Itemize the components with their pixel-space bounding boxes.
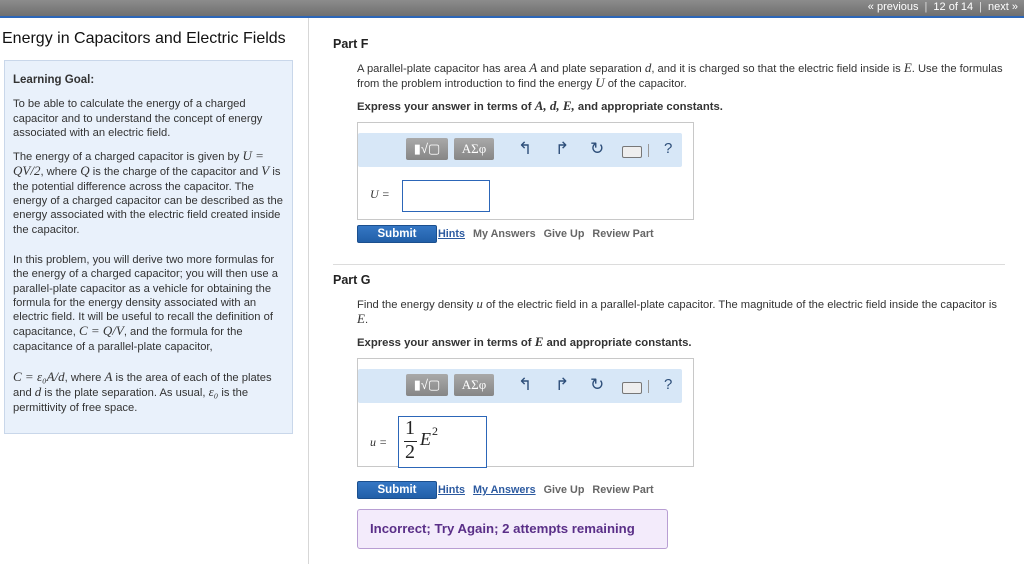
part-g-links: [438, 484, 662, 496]
part-g-answer-label: u =: [370, 435, 388, 449]
part-g-answer-area: [357, 358, 694, 467]
part-f-answer-label: U =: [370, 187, 390, 201]
symbols-button[interactable]: ΑΣφ: [454, 374, 494, 396]
parallel-plate-formula: C = ε₀A/d: [13, 369, 65, 385]
part-f-title: Part F: [333, 37, 369, 51]
learning-goal-box: [4, 60, 293, 434]
part-f-my-answers-link[interactable]: My Answers: [473, 228, 536, 240]
redo-icon[interactable]: ↱: [555, 375, 570, 394]
feedback-message: Incorrect; Try Again; 2 attempts remaining: [357, 509, 668, 549]
part-g-instruction: Express your answer in terms of E and appropriate constants.: [357, 334, 692, 349]
part-f-instruction: Express your answer in terms of A, d, E, and appropriate constants.: [357, 98, 723, 113]
part-g-hints-link[interactable]: Hints: [438, 484, 465, 496]
fraction-denominator: 2: [405, 441, 415, 463]
answer-exponent: 2: [432, 424, 438, 438]
part-g-submit-button[interactable]: Submit: [357, 481, 437, 499]
capacitance-definition: C = Q/V: [78, 323, 124, 339]
pagination-nav: « previous | 12 of 14 | next »: [867, 1, 1018, 13]
undo-icon[interactable]: ↰: [518, 139, 533, 158]
previous-link[interactable]: « previous: [867, 1, 919, 13]
part-g-answer-input[interactable]: [398, 416, 487, 468]
part-f-answer-input[interactable]: [402, 180, 490, 212]
templates-button[interactable]: ▮√▢: [406, 374, 448, 396]
energy-formula: U = QV/2: [13, 148, 264, 179]
part-g-review-link[interactable]: Review Part: [592, 484, 654, 496]
keyboard-icon[interactable]: [622, 382, 642, 394]
part-f-math-toolbar: [358, 133, 682, 167]
templates-button[interactable]: ▮√▢: [406, 138, 448, 160]
part-f-give-up-link[interactable]: Give Up: [543, 228, 585, 240]
top-nav-bar: [0, 0, 1024, 16]
part-f-prompt: A parallel-plate capacitor has area A and plate separation d, and it is charged so that the electric field inside is E. Use the formulas from the problem introduction to find the energy U of the capacitor.: [357, 60, 1003, 90]
part-f-submit-button[interactable]: Submit: [357, 225, 437, 243]
part-g-prompt: Find the energy density u of the electric field in a parallel-plate capacitor. The magnitude of the electric field inside the capacitor is E.: [357, 296, 997, 326]
toolbar-divider: [648, 380, 649, 393]
part-f-hints-link[interactable]: Hints: [438, 228, 465, 240]
position-indicator: 12 of 14: [933, 1, 974, 13]
part-f-review-link[interactable]: Review Part: [592, 228, 654, 240]
symbols-button[interactable]: ΑΣφ: [454, 138, 494, 160]
toolbar-divider: [648, 144, 649, 157]
fraction-numerator: 1: [405, 417, 415, 439]
part-g-math-toolbar: [358, 369, 682, 403]
reset-icon[interactable]: ↻: [590, 139, 605, 158]
parallel-plate-paragraph: C = ε₀A/d, where A is the area of each of the plates and d is the plate separation. As usual, ε₀ is the permittivity of free space.: [13, 369, 272, 414]
answer-variable: E: [420, 429, 431, 449]
part-f-links: [438, 228, 662, 240]
keyboard-icon[interactable]: [622, 146, 642, 158]
part-f-answer-area: [357, 122, 694, 220]
next-link[interactable]: next »: [988, 1, 1018, 13]
learning-goal-heading: Learning Goal:: [13, 74, 95, 86]
part-g-my-answers-link[interactable]: My Answers: [473, 484, 536, 496]
intro-panel: [0, 18, 309, 564]
energy-paragraph: The energy of a charged capacitor is given by U = QV/2, where Q is the charge of the capacitor and V is the potential difference across the capacitor. The energy of a charged capacitor can be described as the energy associated with the electric field created inside the capacitor.: [13, 148, 283, 236]
undo-icon[interactable]: ↰: [518, 375, 533, 394]
redo-icon[interactable]: ↱: [555, 139, 570, 158]
learning-goal-text: To be able to calculate the energy of a charged capacitor and to understand the concept of energy associated with an electric field.: [13, 98, 263, 139]
derivation-paragraph: In this problem, you will derive two more formulas for the energy of a charged capacitor; you will then use a parallel-plate capacitor as a vehicle for obtaining the formula for the energy density associated with an electric field. It will be useful to recall the definition of capacitance, C = Q/V, and the formula for the capacitance of a parallel-plate capacitor,: [13, 253, 278, 353]
page-title: Energy in Capacitors and Electric Fields: [2, 30, 286, 47]
reset-icon[interactable]: ↻: [590, 375, 605, 394]
help-icon[interactable]: ?: [664, 376, 673, 393]
help-icon[interactable]: ?: [664, 140, 673, 157]
part-g-give-up-link[interactable]: Give Up: [543, 484, 585, 496]
part-divider: [333, 264, 1005, 265]
part-g-title: Part G: [333, 273, 371, 287]
